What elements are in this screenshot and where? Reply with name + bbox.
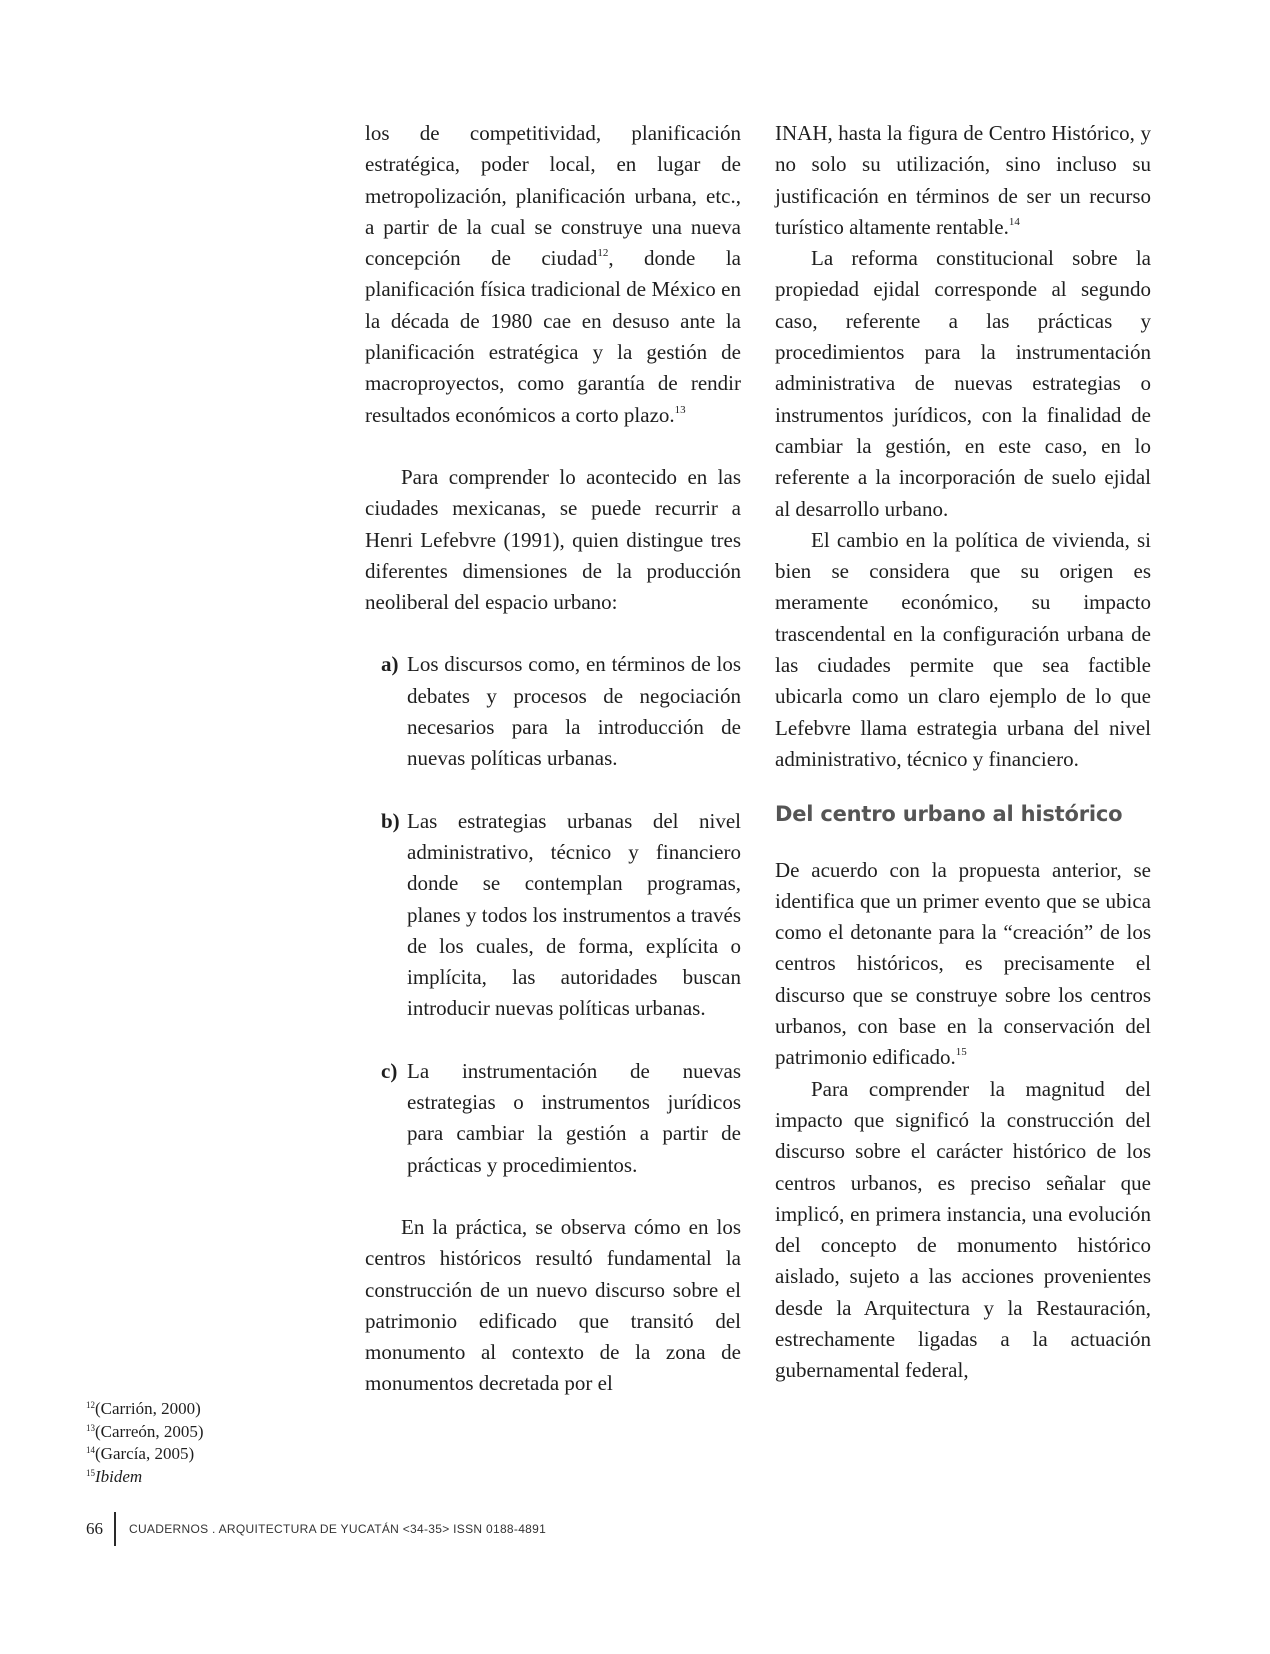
footnote-ref[interactable]: 12 — [597, 247, 609, 260]
list-item — [381, 806, 741, 1025]
list-marker: c) — [381, 1058, 398, 1083]
footnotes — [86, 1398, 204, 1488]
footnote: $^{15}$Ibidem — [86, 1466, 143, 1486]
body-paragraph: La reforma constitucional sobre la propiedad ejidal corresponde al segundo caso, referente a las prácticas y procedimientos para la instrumentación administrativa de nuevas estrategias o instrumentos jurídicos, con la finalidad de cambiar la gestión, en este caso, en lo referente a la incorporación de suelo ejidal al desarrollo urbano. — [775, 246, 1151, 521]
right-column — [775, 118, 1151, 1387]
list-item — [381, 649, 741, 774]
footnote-ref[interactable]: 14 — [1008, 215, 1020, 228]
list-item — [381, 1056, 741, 1181]
footnote-ref[interactable]: 13 — [674, 403, 686, 416]
list-item-text: La instrumentación de nuevas estrategias o instrumentos jurídicos para cambiar la gestión a partir de prácticas y procedimientos. — [407, 1058, 741, 1177]
footnote: $^{12}$(Carrión, 2000) — [86, 1399, 201, 1418]
body-paragraph: El cambio en la política de vivienda, si bien se considera que su origen es meramente económico, su impacto trascendental en la configuración urbana de las ciudades permite que sea factible ubicarla como un claro ejemplo de lo que Lefebvre llama estrategia urbana del nivel administrativo, técnico y financiero. — [775, 527, 1151, 771]
footnote: $^{14}$(García, 2005) — [86, 1444, 195, 1463]
section-heading: Del centro urbano al histórico — [775, 802, 1123, 827]
page-number: 66 — [86, 1519, 103, 1538]
list-item-text: Los discursos como, en términos de los debates y procesos de negociación necesarios para la introducción de nuevas políticas urbanas. — [407, 652, 741, 771]
body-paragraph: Para comprender la magnitud del impacto que significó la construcción del discurso sobre el carácter histórico de los centros urbanos, es preciso señalar que implicó, en primera instancia, una evolución del concepto de monumento histórico aislado, sujeto a las acciones provenientes desde la Arquitectura y la Restauración, estrechamente ligadas a la actuación gubernamental federal, — [775, 1076, 1151, 1383]
footnote-ref[interactable]: 15 — [955, 1046, 967, 1059]
list-marker: b) — [381, 808, 400, 833]
body-paragraph: En la práctica, se observa cómo en los centros históricos resultó fundamental la construcción de un nuevo discurso sobre el patrimonio edificado que transitó del monumento al contexto de la zona de monumentos decretada por el — [365, 1214, 741, 1396]
list-marker: a) — [381, 652, 399, 677]
body-paragraph: INAH, hasta la figura de Centro Histórico, y no solo su utilización, sino incluso su justificación en términos de ser un recurso turístico altamente rentable.$^{14}$ — [775, 121, 1151, 239]
journal-title: CUADERNOS . ARQUITECTURA DE YUCATÁN <34-35> ISSN 0188-4891 — [129, 1522, 547, 1536]
body-paragraph: los de competitividad, planificación estratégica, poder local, en lugar de metropolización, planificación urbana, etc., a partir de la cual se construye una nueva concepción de ciudad$^{12}$, donde la planificación física tradicional de México en la década de 1980 cae en desuso ante la planificación estratégica y la gestión de macroproyectos, como garantía de rendir resultados económicos a corto plazo.$^{13}$ — [365, 121, 741, 427]
page-footer — [86, 1512, 546, 1546]
left-column — [365, 118, 741, 1400]
body-paragraph: Para comprender lo acontecido en las ciudades mexicanas, se puede recurrir a Henri Lefebvre (1991), quien distingue tres diferentes dimensiones de la producción neoliberal del espacio urbano: — [365, 464, 741, 615]
body-paragraph: De acuerdo con la propuesta anterior, se identifica que un primer evento que se ubica como el detonante para la “creación” de los centros históricos, es precisamente el discurso que se construye sobre los centros urbanos, con base en la conservación del patrimonio edificado.$^{15}$ — [775, 857, 1151, 1070]
list-item-text: Las estrategias urbanas del nivel administrativo, técnico y financiero donde se contemplan programas, planes y todos los instrumentos a través de los cuales, de forma, explícita o implícita, las autoridades buscan introducir nuevas políticas urbanas. — [407, 808, 741, 1021]
footnote: $^{13}$(Carreón, 2005) — [86, 1421, 204, 1441]
